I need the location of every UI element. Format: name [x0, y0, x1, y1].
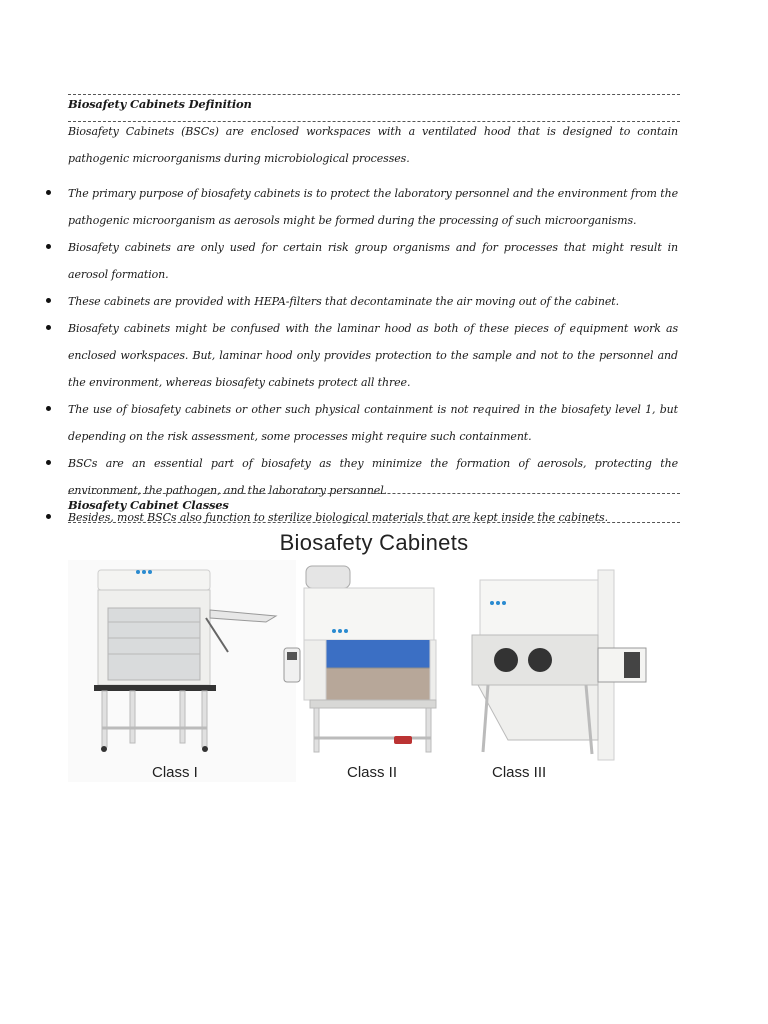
bullet-icon — [46, 514, 51, 519]
bullet-text: The use of biosafety cabinets or other such physical containment is not required in the biosafety level 1, but depending on the risk assessment, some processes might require such containment. — [68, 403, 678, 443]
class-3-label: Class III — [492, 764, 547, 781]
class-2-label: Class II — [347, 764, 398, 781]
bullet-text: Besides, most BSCs also function to sterilize biological materials that are kept inside the cabinets. — [68, 511, 608, 524]
definition-paragraph: Biosafety Cabinets (BSCs) are enclosed workspaces with a ventilated hood that is designed to contain pathogenic microorganisms during microbiological processes. — [68, 125, 678, 165]
definition-heading: Biosafety Cabinets Definition — [68, 97, 252, 111]
figure-title: Biosafety Cabinets — [279, 530, 469, 555]
class-2-cabinet-image — [284, 566, 436, 752]
bullet-icon — [46, 298, 51, 303]
class-1-cabinet-image — [68, 560, 296, 782]
bullet-icon — [46, 325, 51, 330]
list-item — [0, 315, 768, 396]
bullet-icon — [46, 244, 51, 249]
classes-divider-top — [68, 493, 680, 494]
bullet-icon — [46, 406, 51, 411]
bullet-text: Biosafety cabinets might be confused with the laminar hood as both of these pieces of equipment work as enclosed workspaces. But, laminar hood only provides protection to the sample and not to the personnel and the environment, whereas biosafety cabinets protect all three. — [68, 322, 678, 389]
bullet-list — [0, 180, 768, 531]
list-item — [0, 396, 768, 450]
list-item — [0, 450, 768, 504]
bullet-icon — [46, 190, 51, 195]
cabinet-illustrations — [68, 530, 680, 782]
top-divider — [68, 94, 680, 95]
class-3-cabinet-image — [472, 570, 646, 760]
bullet-text: Biosafety cabinets are only used for certain risk group organisms and for processes that might result in aerosol formation. — [68, 241, 678, 281]
class-1-label: Class I — [152, 764, 198, 781]
biosafety-cabinets-figure — [68, 530, 680, 782]
list-item — [0, 234, 768, 288]
bullet-icon — [46, 460, 51, 465]
classes-divider-bottom — [68, 522, 680, 523]
bullet-text: The primary purpose of biosafety cabinets is to protect the laboratory personnel and the environment from the pathogenic microorganism as aerosols might be formed during the processing of such microorganisms. — [68, 187, 678, 227]
bullet-text: BSCs are an essential part of biosafety as they minimize the formation of aerosols, protecting the environment, the pathogen, and the laboratory personnel. — [68, 457, 678, 497]
list-item — [0, 180, 768, 234]
bullet-text: These cabinets are provided with HEPA-filters that decontaminate the air moving out of the cabinet. — [68, 295, 619, 308]
list-item — [0, 288, 768, 315]
classes-heading: Biosafety Cabinet Classes — [68, 498, 229, 512]
